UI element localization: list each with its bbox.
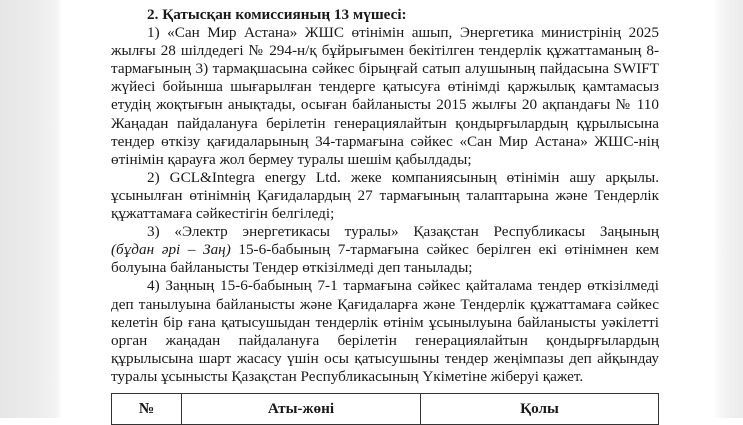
text-line: ұсынылған өтінімнің Қағидалардың 27 тармағының талаптарына және Тендерлік — [111, 186, 659, 204]
table-header-row — [112, 394, 659, 425]
text-line — [111, 241, 659, 259]
section-heading: 2. Қатысқан комиссияның 13 мүшесі: — [147, 6, 407, 23]
text-fragment: 15-6-бабының 7-тармағына сәйкес берілген екі өтінімнен кем — [230, 241, 659, 259]
text-line: жылғы 28 шілдедегі № 294-н/қ бұйрығымен бекітілген тендерлік құжаттаманың 8- — [111, 42, 659, 60]
text-line: тендер өткізу қағидаларының 34-тармағына сәйкес «Сан Мир Астана» ЖШС-нің — [111, 132, 659, 150]
paragraph-item-3 — [111, 223, 659, 277]
text-line: 4) Заңның 15-6-бабының 7-1 тармағына сәйкес қайталама тендер өткізілмеді — [147, 277, 659, 295]
column-header-number: № — [112, 394, 182, 425]
text-line: келетін бір ғана қатысушыдан тендерлік өтінім ұсынылуына байланысты уәкілетті — [111, 313, 659, 331]
members-table — [111, 393, 659, 425]
text-line: жүйесі бойынша шығарылған тендерге қатысуға өтінімді қаржылық қамтамасыз — [111, 78, 659, 96]
text-line: 3) «Электр энергетикасы туралы» Қазақстан Республикасы Заңының — [147, 223, 659, 241]
text-line: 1) «Сан Мир Астана» ЖШС өтінімін ашып, Энергетика министрінің 2025 — [147, 24, 659, 42]
text-line: етудің жоқтығын анықтады, осыған байланысты 2015 жылғы 20 ақпандағы № 110 — [111, 96, 659, 114]
column-header-full-name: Аты-жөні — [182, 394, 421, 425]
text-line: тармағының 3) тармақшасына сәйкес бірыңғай сатып алушының пайдасына SWIFT — [111, 60, 659, 78]
paragraph-item-1 — [111, 24, 659, 169]
paragraph-item-4 — [111, 277, 659, 386]
viewer-right-margin — [713, 0, 743, 418]
italic-abbreviation: (бұдан әрі – Заң) — [111, 241, 231, 259]
text-line: құрылысына шарт жасасу үшін осы қатысушыны тендер жеңімпазы деп айқындау — [111, 349, 659, 367]
viewer-left-margin — [0, 0, 62, 418]
text-line: орган жаңадан пайдалануға берілетін генерациялайтын қондырғылардың — [111, 331, 659, 349]
paragraph-item-2 — [111, 169, 659, 223]
document-page — [111, 6, 659, 386]
column-header-signature: Қолы — [421, 394, 659, 425]
text-line: Жаңадан пайдалануға берілетін генерациялайтын қондырғылардың құрылысына — [111, 114, 659, 132]
text-line: туралы ұсынысты Қазақстан Республикасының Үкіметіне жіберуі қажет. — [111, 367, 584, 385]
text-line: өтінімін қарауға жол бермеу туралы шешім қабылдады; — [111, 150, 472, 168]
text-line: деп танылуына байланысты және Қағидаларға және Тендерлік құжаттамаға сәйкес — [111, 295, 659, 313]
text-line: 2) GCL&Integra energy Ltd. жеке компаниясының өтінімін ашу арқылы. — [147, 168, 659, 186]
text-line: болуына байланысты Тендер өткізілмеді деп танылады; — [111, 259, 473, 277]
text-line: құжаттамаға сәйкестігін белгіледі; — [111, 205, 335, 223]
